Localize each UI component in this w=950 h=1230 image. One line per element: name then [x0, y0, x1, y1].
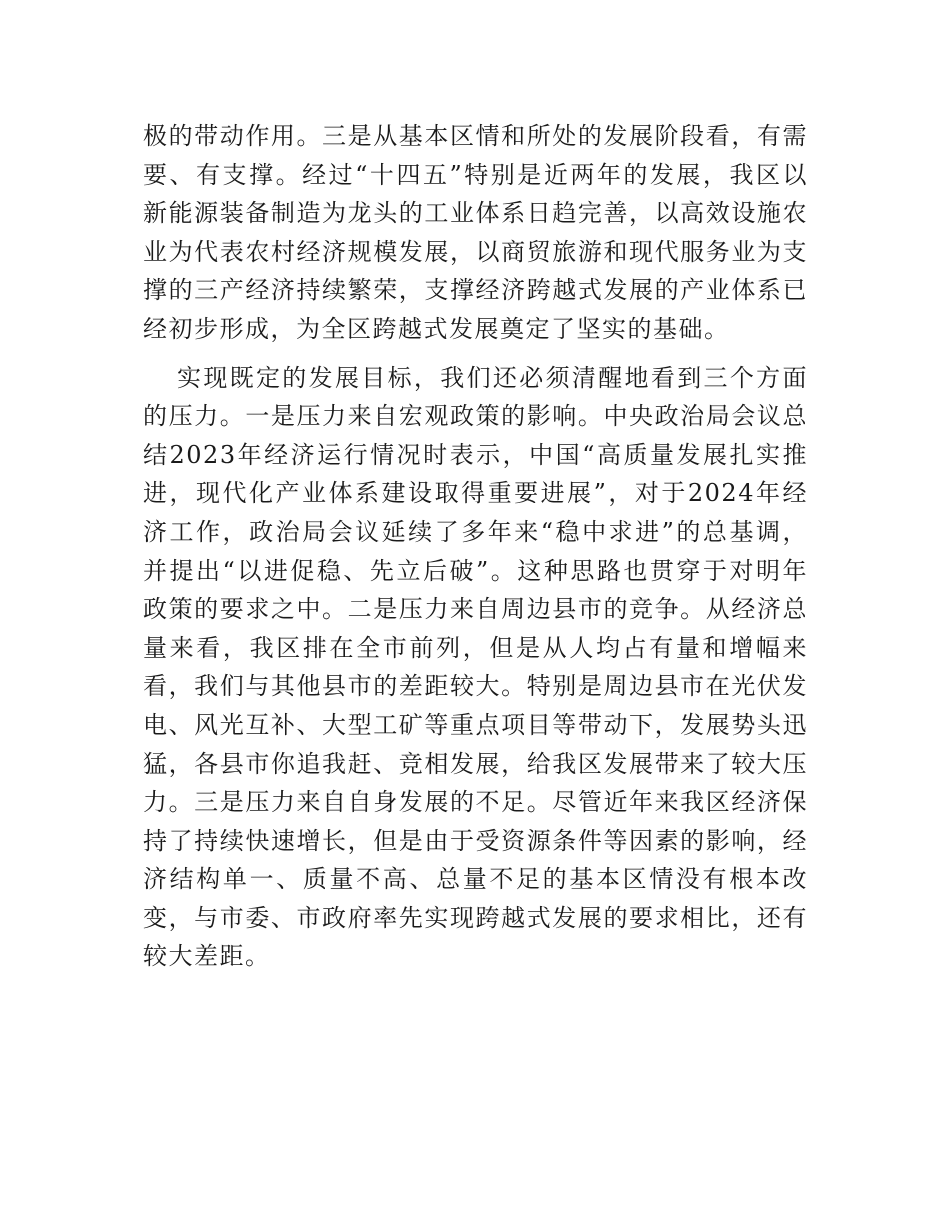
- document-page: [143, 117, 808, 976]
- paragraph-continuation: 极的带动作用。三是从基本区情和所处的发展阶段看，有需要、有支撑。经过“十四五”特别是近两年的发展，我区以新能源装备制造为龙头的工业体系日趋完善，以高效设施农业为代表农村经济规模发展，以商贸旅游和现代服务业为支撑的三产经济持续繁荣，支撑经济跨越式发展的产业体系已经初步形成，为全区跨越式发展奠定了坚实的基础。: [143, 122, 808, 343]
- paragraph-pressures: 实现既定的发展目标，我们还必须清醒地看到三个方面的压力。一是压力来自宏观政策的影响。中央政治局会议总结2023年经济运行情况时表示，中国“高质量发展扎实推进，现代化产业体系建设取得重要进展”，对于2024年经济工作，政治局会议延续了多年来“稳中求进”的总基调，并提出“以进促稳、先立后破”。这种思路也贯穿于对明年政策的要求之中。二是压力来自周边县市的竞争。从经济总量来看，我区排在全市前列，但是从人均占有量和增幅来看，我们与其他县市的差距较大。特别是周边县市在光伏发电、风光互补、大型工矿等重点项目等带动下，发展势头迅猛，各县市你追我赶、竞相发展，给我区发展带来了较大压力。三是压力来自自身发展的不足。尽管近年来我区经济保持了持续快速增长，但是由于受资源条件等因素的影响，经济结构单一、质量不高、总量不足的基本区情没有根本改变，与市委、市政府率先实现跨越式发展的要求相比，还有较大差距。: [143, 363, 808, 971]
